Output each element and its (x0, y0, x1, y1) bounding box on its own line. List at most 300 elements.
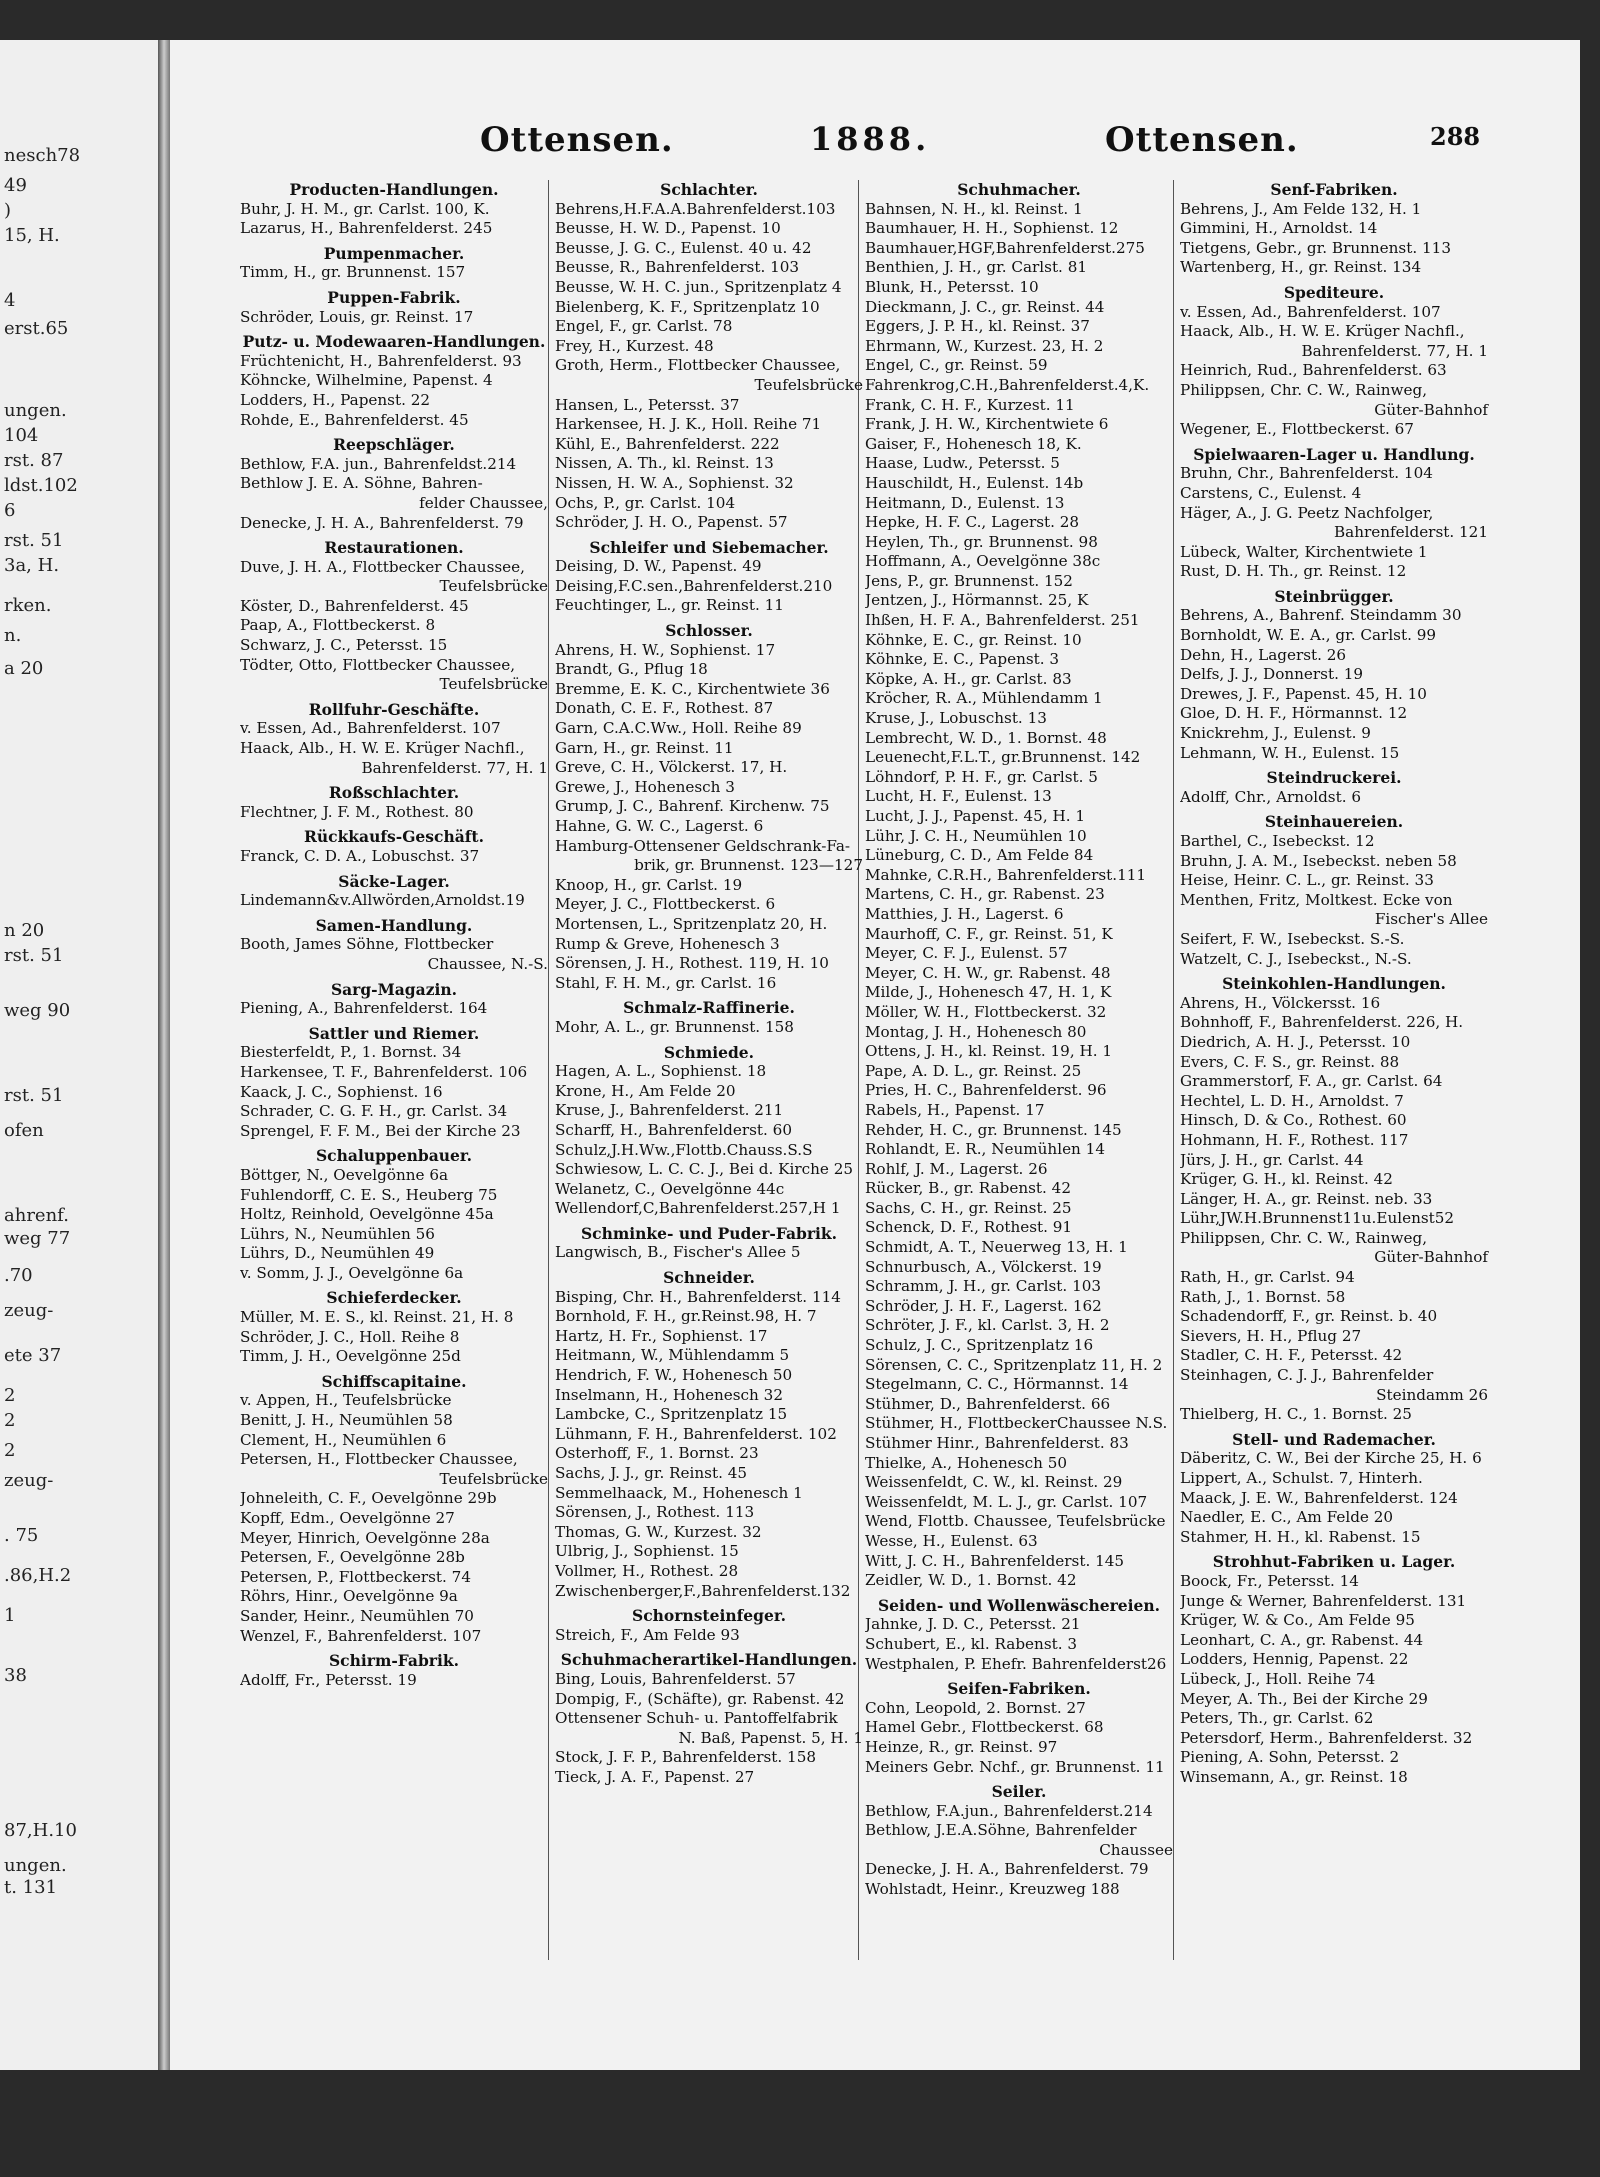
directory-entry: Lembrecht, W. D., 1. Bornst. 48 (865, 728, 1107, 747)
directory-entry: Inselmann, H., Hohenesch 32 (555, 1385, 783, 1404)
directory-entry: Schnurbusch, A., Völckerst. 19 (865, 1257, 1102, 1276)
directory-entry: Behrens, J., Am Felde 132, H. 1 (1180, 199, 1422, 218)
directory-entry: Ahrens, H., Völckersst. 16 (1180, 993, 1381, 1012)
directory-entry: Heise, Heinr. C. L., gr. Reinst. 33 (1180, 871, 1434, 890)
header-year: 1888. (810, 120, 931, 158)
left-page-fragment: zeug- (4, 1470, 54, 1491)
directory-entry: Gimmini, H., Arnoldst. 14 (1180, 219, 1378, 238)
directory-entry: Hansen, L., Petersst. 37 (555, 395, 740, 414)
directory-entry: Lührs, D., Neumühlen 49 (240, 1244, 435, 1263)
directory-entry: Lüneburg, C. D., Am Felde 84 (865, 846, 1094, 865)
directory-entry: Piening, A., Bahrenfelderst. 164 (240, 999, 488, 1018)
left-page-fragment: 2 (4, 1385, 16, 1406)
directory-entry: Beusse, J. G. C., Eulenst. 40 u. 42 (555, 238, 812, 257)
left-page-fragment: 2 (4, 1410, 16, 1431)
directory-entry: Petersen, H., Flottbecker Chaussee, (240, 1450, 518, 1469)
left-page-fragment: nesch78 (4, 145, 81, 166)
section-heading: Schirm-Fabrik. (328, 1651, 460, 1671)
directory-entry: v. Essen, Ad., Bahrenfelderst. 107 (1180, 302, 1441, 321)
section-heading: Spielwaaren-Lager u. Handlung. (1193, 444, 1475, 464)
directory-entry: Schmidt, A. T., Neuerweg 13, H. 1 (865, 1238, 1128, 1257)
directory-entry: Steinhagen, C. J. J., Bahrenfelder (1180, 1366, 1434, 1385)
directory-entry: Cohn, Leopold, 2. Bornst. 27 (865, 1698, 1086, 1717)
directory-entry: Naedler, E. C., Am Felde 20 (1180, 1508, 1394, 1527)
section-heading: Schlachter. (660, 180, 758, 199)
directory-entry: Jürs, J. H., gr. Carlst. 44 (1180, 1150, 1364, 1169)
directory-entry: Dehn, H., Lagerst. 26 (1180, 645, 1347, 664)
directory-entry: Früchtenicht, H., Bahrenfelderst. 93 (240, 351, 522, 370)
section-heading: Steindruckerei. (1266, 768, 1402, 788)
directory-entry: Rabels, H., Papenst. 17 (865, 1100, 1045, 1119)
directory-entry: Schubert, E., kl. Rabenst. 3 (865, 1634, 1078, 1653)
directory-entry: Groth, Herm., Flottbecker Chaussee, (555, 356, 841, 375)
entry-continuation: Bahrenfelderst. 77, H. 1 (361, 758, 548, 777)
section-heading: Roßschlachter. (328, 783, 460, 803)
directory-entry: Watzelt, C. J., Isebeckst., N.-S. (1180, 949, 1412, 968)
directory-entry: Röhrs, Hinr., Oevelgönne 9a (240, 1587, 458, 1606)
directory-entry: Timm, J. H., Oevelgönne 25d (240, 1347, 461, 1366)
directory-entry: Behrens, A., Bahrenf. Steindamm 30 (1180, 606, 1462, 625)
directory-entry: Köhnke, E. C., gr. Reinst. 10 (865, 630, 1082, 649)
section-heading: Steinkohlen-Handlungen. (1222, 974, 1446, 994)
directory-entry: Rust, D. H. Th., gr. Reinst. 12 (1180, 562, 1407, 581)
directory-entry: Haack, Alb., H. W. E. Krüger Nachfl., (240, 739, 525, 758)
left-page-fragment: ete 37 (4, 1345, 62, 1366)
directory-entry: Bielenberg, K. F., Spritzenplatz 10 (555, 297, 820, 316)
directory-entry: Langwisch, B., Fischer's Allee 5 (555, 1243, 801, 1262)
directory-entry: Heitmann, W., Mühlendamm 5 (555, 1346, 790, 1365)
directory-entry: Gloe, D. H. F., Hörmannst. 12 (1180, 704, 1408, 723)
left-page-fragment: 1 (4, 1605, 16, 1626)
directory-entry: Heinrich, Rud., Bahrenfelderst. 63 (1180, 361, 1447, 380)
directory-entry: Rump & Greve, Hohenesch 3 (555, 934, 780, 953)
section-heading: Putz- u. Modewaaren-Handlungen. (242, 332, 546, 352)
left-page-fragment: erst.65 (4, 318, 69, 339)
left-page-fragment: 15, H. (4, 225, 60, 246)
directory-entry: Tödter, Otto, Flottbecker Chaussee, (240, 655, 516, 674)
directory-entry: Sörensen, J. H., Rothest. 119, H. 10 (555, 954, 829, 973)
directory-entry: Westphalen, P. Ehefr. Bahrenfelderst26 (865, 1654, 1167, 1673)
entry-continuation: brik, gr. Brunnenst. 123—127 (634, 856, 863, 875)
directory-entry: Wegener, E., Flottbeckerst. 67 (1180, 420, 1414, 439)
directory-entry: Sachs, J. J., gr. Reinst. 45 (555, 1464, 748, 1482)
page-header (170, 120, 1580, 166)
left-page-fragment: ) (4, 200, 12, 221)
left-page-fragment: ungen. (4, 400, 67, 421)
directory-entry: Dompig, F., (Schäfte), gr. Rabenst. 42 (555, 1689, 845, 1708)
directory-entry: Lübeck, Walter, Kirchentwiete 1 (1180, 542, 1428, 561)
directory-entry: Piening, A. Sohn, Petersst. 2 (1180, 1748, 1400, 1767)
entry-continuation: Chaussee (1099, 1840, 1173, 1859)
directory-entry: Wend, Flottb. Chaussee, Teufelsbrücke (865, 1512, 1166, 1531)
directory-entry: Schrader, C. G. F. H., gr. Carlst. 34 (240, 1102, 508, 1121)
left-page-fragment: .86,H.2 (4, 1565, 72, 1586)
section-heading: Schleifer und Siebemacher. (589, 537, 829, 557)
directory-entry: Bethlow J. E. A. Söhne, Bahren- (240, 474, 483, 493)
directory-column-3 (865, 180, 1173, 1900)
directory-entry: Biesterfeldt, P., 1. Bornst. 34 (240, 1043, 462, 1062)
directory-entry: Baumhauer,HGF,Bahrenfelderst.275 (865, 238, 1145, 257)
header-town-right: Ottensen. (1105, 120, 1299, 160)
directory-entry: Tietgens, Gebr., gr. Brunnenst. 113 (1180, 238, 1451, 257)
entry-continuation: Bahrenfelderst. 121 (1333, 523, 1488, 542)
directory-entry: Meyer, A. Th., Bei der Kirche 29 (1180, 1689, 1428, 1708)
directory-entry: Haase, Ludw., Petersst. 5 (865, 454, 1060, 473)
section-heading: Schieferdecker. (326, 1288, 462, 1308)
directory-entry: Lühmann, F. H., Bahrenfelderst. 102 (555, 1424, 837, 1443)
section-heading: Seifen-Fabriken. (947, 1679, 1091, 1699)
directory-entry: Petersen, P., Flottbeckerst. 74 (240, 1567, 472, 1586)
directory-entry: Ehrmann, W., Kurzest. 23, H. 2 (865, 336, 1104, 355)
directory-entry: Heinze, R., gr. Reinst. 97 (865, 1737, 1058, 1756)
page-number: 288 (1430, 122, 1481, 151)
directory-entry: Rath, J., 1. Bornst. 58 (1180, 1287, 1346, 1306)
section-heading: Schaluppenbauer. (315, 1146, 473, 1166)
directory-entry: Jens, P., gr. Brunnenst. 152 (865, 571, 1073, 590)
directory-entry: Mohr, A. L., gr. Brunnenst. 158 (555, 1017, 794, 1036)
directory-entry: Bremme, E. K. C., Kirchentwiete 36 (555, 679, 830, 698)
directory-entry: Flechtner, J. F. M., Rothest. 80 (240, 802, 474, 821)
left-page-fragment: rst. 87 (4, 450, 64, 471)
directory-entry: Seifert, F. W., Isebeckst. S.-S. (1180, 929, 1405, 948)
directory-entry: Junge & Werner, Bahrenfelderst. 131 (1180, 1591, 1467, 1610)
directory-entry: Knickrehm, J., Eulenst. 9 (1180, 724, 1371, 743)
directory-entry: Pape, A. D. L., gr. Reinst. 25 (865, 1061, 1082, 1080)
directory-entry: Peters, Th., gr. Carlst. 62 (1180, 1709, 1374, 1728)
directory-entry: Hendrich, F. W., Hohenesch 50 (555, 1366, 793, 1385)
entry-continuation: Teufelsbrücke (754, 375, 863, 394)
directory-entry: Schröder, Louis, gr. Reinst. 17 (240, 307, 474, 326)
directory-entry: Thielke, A., Hohenesch 50 (865, 1453, 1068, 1472)
directory-entry: Ochs, P., gr. Carlst. 104 (555, 493, 736, 512)
section-heading: Säcke-Lager. (338, 871, 450, 891)
section-heading: Pumpenmacher. (323, 243, 465, 263)
directory-entry: Thielberg, H. C., 1. Bornst. 25 (1180, 1405, 1412, 1424)
section-heading: Stell- und Rademacher. (1232, 1429, 1436, 1449)
directory-entry: Lambcke, C., Spritzenplatz 15 (555, 1405, 788, 1424)
directory-entry: Schadendorff, F., gr. Reinst. b. 40 (1180, 1307, 1438, 1326)
directory-entry: Boock, Fr., Petersst. 14 (1180, 1571, 1359, 1590)
left-page-fragment: n 20 (4, 920, 45, 941)
directory-entry: Nissen, H. W. A., Sophienst. 32 (555, 473, 794, 492)
directory-entry: Hamel Gebr., Flottbeckerst. 68 (865, 1718, 1104, 1737)
left-page-fragment: a 20 (4, 658, 44, 679)
directory-entry: Weissenfeldt, M. L. J., gr. Carlst. 107 (865, 1492, 1148, 1511)
directory-entry: Kröcher, R. A., Mühlendamm 1 (865, 689, 1103, 708)
directory-entry: Hamburg-Ottensener Geldschrank-Fa- (555, 836, 851, 855)
column-rule (548, 180, 549, 1960)
directory-entry: v. Essen, Ad., Bahrenfelderst. 107 (240, 719, 501, 738)
left-page-fragment: rken. (4, 595, 52, 616)
directory-entry: Bahnsen, N. H., kl. Reinst. 1 (865, 199, 1083, 218)
directory-entry: Paap, A., Flottbeckerst. 8 (240, 616, 436, 635)
section-heading: Strohhut-Fabriken u. Lager. (1212, 1552, 1456, 1572)
directory-entry: Wartenberg, H., gr. Reinst. 134 (1180, 258, 1422, 277)
directory-entry: Frank, C. H. F., Kurzest. 11 (865, 395, 1075, 414)
directory-entry: Lübeck, J., Holl. Reihe 74 (1180, 1669, 1376, 1688)
directory-entry: Eggers, J. P. H., kl. Reinst. 37 (865, 317, 1090, 336)
directory-entry: Wenzel, F., Bahrenfelderst. 107 (240, 1626, 482, 1645)
directory-entry: Lührs, N., Neumühlen 56 (240, 1224, 435, 1243)
directory-entry: Timm, H., gr. Brunnenst. 157 (240, 263, 466, 282)
directory-entry: Heitmann, D., Eulenst. 13 (865, 493, 1065, 512)
directory-entry: Beusse, W. H. C. jun., Spritzenplatz 4 (555, 277, 842, 296)
section-heading: Seiden- und Wollenwäschereien. (877, 1595, 1161, 1615)
directory-entry: Ihßen, H. F. A., Bahrenfelderst. 251 (865, 611, 1140, 630)
directory-entry: Köster, D., Bahrenfelderst. 45 (240, 596, 469, 615)
directory-entry: Semmelhaack, M., Hohenesch 1 (555, 1483, 803, 1502)
left-page-fragment: ungen. (4, 1855, 67, 1876)
left-page-fragment: rst. 51 (4, 945, 64, 966)
directory-entry: Lühr,JW.H.Brunnenst11u.Eulenst52 (1180, 1209, 1455, 1228)
directory-entry: Schwiesow, L. C. C. J., Bei d. Kirche 25 (555, 1160, 854, 1179)
directory-entry: Hechtel, L. D. H., Arnoldst. 7 (1180, 1091, 1404, 1110)
directory-entry: Stadler, C. H. F., Petersst. 42 (1180, 1346, 1403, 1365)
column-rule (1173, 180, 1174, 1960)
directory-column-1 (240, 180, 548, 1690)
left-page-fragment: rst. 51 (4, 530, 64, 551)
left-page-fragment: 38 (4, 1665, 27, 1686)
directory-entry: Dieckmann, J. C., gr. Reinst. 44 (865, 297, 1105, 316)
directory-entry: Adolff, Chr., Arnoldst. 6 (1180, 787, 1362, 806)
directory-entry: Sprengel, F. F. M., Bei der Kirche 23 (240, 1121, 521, 1140)
directory-entry: Nissen, A. Th., kl. Reinst. 13 (555, 454, 774, 473)
directory-entry: Hartz, H. Fr., Sophienst. 17 (555, 1326, 768, 1345)
directory-entry: Schwarz, J. C., Petersst. 15 (240, 636, 448, 655)
left-page-fragment: 3a, H. (4, 555, 60, 576)
directory-entry: Stock, J. F. P., Bahrenfelderst. 158 (555, 1748, 817, 1767)
left-page-fragment: 2 (4, 1440, 16, 1461)
directory-entry: Leonhart, C. A., gr. Rabenst. 44 (1180, 1630, 1424, 1649)
directory-entry: Meyer, C. F. J., Eulenst. 57 (865, 944, 1068, 963)
directory-entry: Frey, H., Kurzest. 48 (555, 336, 714, 355)
directory-entry: Stühmer Hinr., Bahrenfelderst. 83 (865, 1434, 1129, 1452)
entry-continuation: Teufelsbrücke (439, 675, 548, 694)
directory-entry: Lippert, A., Schulst. 7, Hinterh. (1180, 1469, 1423, 1487)
directory-entry: Gaiser, F., Hohenesch 18, K. (865, 434, 1082, 453)
directory-entry: Benitt, J. H., Neumühlen 58 (240, 1411, 453, 1430)
directory-entry: Sievers, H. H., Pflug 27 (1180, 1326, 1362, 1345)
directory-entry: Rohlf, J. M., Lagerst. 26 (865, 1159, 1048, 1178)
directory-entry: Carstens, C., Eulenst. 4 (1180, 483, 1362, 502)
directory-entry: Ulbrig, J., Sophienst. 15 (555, 1542, 739, 1561)
section-heading: Schlosser. (665, 621, 753, 641)
directory-entry: Stühmer, H., FlottbeckerChaussee N.S. (865, 1414, 1168, 1433)
directory-entry: Bethlow, F.A.jun., Bahrenfelderst.214 (865, 1801, 1153, 1820)
directory-entry: Philippsen, Chr. C. W., Rainweg, (1180, 380, 1428, 399)
directory-entry: Löhndorf, P. H. F., gr. Carlst. 5 (865, 767, 1098, 786)
left-page-fragment: .70 (4, 1265, 33, 1286)
directory-entry: Heylen, Th., gr. Brunnenst. 98 (865, 532, 1098, 551)
directory-entry: Weissenfeldt, C. W., kl. Reinst. 29 (865, 1473, 1123, 1492)
directory-entry: Vollmer, H., Rothest. 28 (555, 1561, 739, 1580)
directory-entry: Kruse, J., Bahrenfelderst. 211 (555, 1101, 784, 1120)
directory-entry: Däberitz, C. W., Bei der Kirche 25, H. 6 (1180, 1449, 1482, 1468)
directory-entry: Lucht, J. J., Papenst. 45, H. 1 (865, 807, 1086, 825)
directory-entry: Böttger, N., Oevelgönne 6a (240, 1165, 449, 1184)
directory-entry: Wesse, H., Eulenst. 63 (865, 1531, 1038, 1550)
directory-entry: Bornholdt, W. E. A., gr. Carlst. 99 (1180, 626, 1437, 645)
entry-continuation: Steindamm 26 (1376, 1385, 1488, 1404)
book-spine (158, 40, 170, 2070)
directory-entry: Bohnhoff, F., Bahrenfelderst. 226, H. (1180, 1013, 1464, 1032)
directory-entry: Pries, H. C., Bahrenfelderst. 96 (865, 1081, 1107, 1100)
directory-entry: Streich, F., Am Felde 93 (555, 1625, 740, 1644)
left-page-fragment: ofen (4, 1120, 44, 1141)
directory-entry: Ottens, J. H., kl. Reinst. 19, H. 1 (865, 1042, 1113, 1061)
directory-entry: Booth, James Söhne, Flottbecker (240, 935, 494, 954)
section-heading: Spediteure. (1283, 282, 1385, 302)
directory-entry: Tieck, J. A. F., Papenst. 27 (555, 1767, 755, 1786)
section-heading: Samen-Handlung. (315, 915, 473, 935)
left-page-fragment: t. 131 (4, 1877, 58, 1898)
directory-entry: Blunk, H., Petersst. 10 (865, 277, 1039, 296)
left-page-fragment: weg 90 (4, 1000, 71, 1021)
directory-entry: Garn, C.A.C.Ww., Holl. Reihe 89 (555, 719, 802, 738)
left-page-fragment: 6 (4, 500, 16, 521)
section-heading: Producten-Handlungen. (289, 180, 499, 199)
left-page-fragment: 104 (4, 425, 39, 446)
section-heading: Restaurationen. (324, 538, 464, 558)
section-heading: Schmalz-Raffinerie. (623, 998, 795, 1018)
directory-entry: Denecke, J. H. A., Bahrenfelderst. 79 (240, 513, 524, 532)
directory-entry: Johneleith, C. F., Oevelgönne 29b (240, 1489, 497, 1508)
directory-entry: Fuhlendorff, C. E. S., Heuberg 75 (240, 1185, 498, 1204)
entry-continuation: Chaussee, N.-S. (427, 954, 548, 973)
section-heading: Schminke- und Puder-Fabrik. (580, 1223, 838, 1243)
directory-entry: Wellendorf,C,Bahrenfelderst.257,H 1 (555, 1199, 841, 1218)
section-heading: Schuhmacherartikel-Handlungen. (560, 1650, 858, 1670)
directory-entry: Rohde, E., Bahrenfelderst. 45 (240, 410, 469, 429)
directory-entry: Lindemann&v.Allwörden,Arnoldst.19 (240, 891, 525, 910)
left-page-fragment: 87,H.10 (4, 1820, 77, 1841)
directory-entry: Bethlow, F.A. jun., Bahrenfeldst.214 (240, 454, 517, 473)
directory-entry: Mahnke, C.R.H., Bahrenfelderst.111 (865, 865, 1147, 884)
directory-entry: Hoffmann, A., Oevelgönne 38c (865, 552, 1101, 571)
directory-entry: Baumhauer, H. H., Sophienst. 12 (865, 219, 1119, 238)
directory-entry: Martens, C. H., gr. Rabenst. 23 (865, 885, 1105, 904)
directory-entry: Bornhold, F. H., gr.Reinst.98, H. 7 (555, 1307, 817, 1326)
section-heading: Seiler. (991, 1782, 1047, 1802)
directory-entry: Deising,F.C.sen.,Bahrenfelderst.210 (555, 576, 833, 595)
directory-entry: Lucht, H. F., Eulenst. 13 (865, 787, 1052, 806)
directory-entry: Donath, C. E. F., Rothest. 87 (555, 699, 774, 718)
directory-entry: Menthen, Fritz, Moltkest. Ecke von (1180, 890, 1453, 909)
directory-entry: Schröder, J. H. F., Lagerst. 162 (865, 1296, 1102, 1315)
directory-entry: Maurhoff, C. F., gr. Reinst. 51, K (865, 924, 1113, 943)
directory-entry: Evers, C. F. S., gr. Reinst. 88 (1180, 1052, 1400, 1071)
directory-entry: Rath, H., gr. Carlst. 94 (1180, 1268, 1355, 1287)
directory-entry: v. Appen, H., Teufelsbrücke (240, 1391, 452, 1410)
entry-continuation: Bahrenfelderst. 77, H. 1 (1301, 341, 1488, 360)
section-heading: Schmiede. (663, 1042, 755, 1062)
left-page-fragment: n. (4, 625, 22, 646)
entry-continuation: Teufelsbrücke (439, 1469, 548, 1488)
directory-entry: Mortensen, L., Spritzenplatz 20, H. (555, 914, 828, 933)
section-heading: Schuhmacher. (957, 180, 1081, 199)
directory-entry: Maack, J. E. W., Bahrenfelderst. 124 (1180, 1488, 1458, 1507)
entry-continuation: Güter-Bahnhof (1374, 400, 1488, 419)
directory-entry: Bisping, Chr. H., Bahrenfelderst. 114 (555, 1287, 841, 1306)
directory-entry: Rehder, H. C., gr. Brunnenst. 145 (865, 1120, 1122, 1139)
directory-entry: Köhncke, Wilhelmine, Papenst. 4 (240, 371, 493, 390)
directory-entry: Knoop, H., gr. Carlst. 19 (555, 875, 743, 894)
directory-entry: Montag, J. H., Hohenesch 80 (865, 1022, 1087, 1041)
directory-entry: Diedrich, A. H. J., Petersst. 10 (1180, 1032, 1411, 1051)
left-page-fragment: 4 (4, 290, 16, 311)
directory-entry: Meyer, J. C., Flottbeckerst. 6 (555, 895, 776, 914)
entry-continuation: Teufelsbrücke (439, 577, 548, 596)
section-heading: Sattler und Riemer. (308, 1023, 480, 1043)
directory-entry: Krüger, G. H., kl. Reinst. 42 (1180, 1170, 1393, 1189)
section-heading: Rückkaufs-Geschäft. (303, 827, 484, 847)
directory-entry: Engel, C., gr. Reinst. 59 (865, 356, 1048, 375)
directory-entry: Brandt, G., Pflug 18 (555, 660, 708, 679)
directory-entry: Wohlstadt, Heinr., Kreuzweg 188 (865, 1880, 1120, 1899)
left-page-fragment: rst. 51 (4, 1085, 64, 1106)
directory-entry: Leuenecht,F.L.T., gr.Brunnenst. 142 (865, 748, 1141, 767)
directory-entry: Hauschildt, H., Eulenst. 14b (865, 473, 1084, 492)
directory-entry: Müller, M. E. S., kl. Reinst. 21, H. 8 (240, 1308, 514, 1327)
section-heading: Schornsteinfeger. (632, 1606, 786, 1626)
directory-entry: Kopff, Edm., Oevelgönne 27 (240, 1509, 455, 1527)
header-town-left: Ottensen. (480, 120, 674, 160)
directory-entry: Lazarus, H., Bahrenfelderst. 245 (240, 219, 493, 238)
directory-entry: Scharff, H., Bahrenfelderst. 60 (555, 1120, 792, 1139)
directory-entry: Bruhn, Chr., Bahrenfelderst. 104 (1180, 464, 1433, 483)
directory-entry: Kaack, J. C., Sophienst. 16 (240, 1082, 443, 1101)
directory-entry: Stühmer, D., Bahrenfelderst. 66 (865, 1394, 1111, 1413)
directory-entry: Petersdorf, Herm., Bahrenfelderst. 32 (1180, 1728, 1473, 1747)
section-heading: Steinhauereien. (1264, 812, 1404, 832)
section-heading: Puppen-Fabrik. (327, 287, 461, 307)
directory-entry: Lodders, H., Papenst. 22 (240, 390, 431, 409)
directory-entry: Deising, D. W., Papenst. 49 (555, 557, 762, 576)
directory-entry: Greve, C. H., Völckerst. 17, H. (555, 758, 788, 777)
directory-entry: Behrens,H.F.A.A.Bahrenfelderst.103 (555, 199, 836, 218)
section-heading: Schiffscapitaine. (321, 1371, 467, 1391)
section-heading: Senf-Fabriken. (1270, 180, 1398, 199)
directory-entry: Engel, F., gr. Carlst. 78 (555, 317, 733, 336)
directory-entry: Zwischenberger,F.,Bahrenfelderst.132 (555, 1581, 851, 1600)
left-page-edge (0, 40, 161, 2070)
directory-entry: Franck, C. D. A., Lobuschst. 37 (240, 847, 480, 865)
section-heading: Sarg-Magazin. (330, 979, 458, 999)
directory-entry: Feuchtinger, L., gr. Reinst. 11 (555, 596, 784, 615)
directory-entry: Drewes, J. F., Papenst. 45, H. 10 (1180, 684, 1427, 703)
directory-entry: Schramm, J. H., gr. Carlst. 103 (865, 1277, 1102, 1296)
directory-entry: Denecke, J. H. A., Bahrenfelderst. 79 (865, 1860, 1149, 1879)
directory-column-4 (1180, 180, 1488, 1788)
left-page-fragment: zeug- (4, 1300, 54, 1321)
directory-entry: Stegelmann, C. C., Hörmannst. 14 (865, 1375, 1129, 1394)
directory-entry: Stahl, F. H. M., gr. Carlst. 16 (555, 973, 777, 992)
left-page-fragment: ahrenf. (4, 1205, 69, 1226)
directory-entry: Grewe, J., Hohenesch 3 (555, 777, 735, 796)
directory-entry: Beusse, H. W. D., Papenst. 10 (555, 219, 781, 238)
directory-entry: Holtz, Reinhold, Oevelgönne 45a (240, 1205, 494, 1224)
directory-entry: Beusse, R., Bahrenfelderst. 103 (555, 258, 800, 277)
directory-entry: Grammerstorf, F. A., gr. Carlst. 64 (1180, 1072, 1443, 1091)
section-heading: Reepschläger. (333, 435, 455, 455)
directory-entry: Matthies, J. H., Lagerst. 6 (865, 904, 1064, 923)
directory-entry: Lehmann, W. H., Eulenst. 15 (1180, 743, 1400, 762)
directory-entry: Jentzen, J., Hörmannst. 25, K (865, 591, 1089, 610)
directory-entry: Hohmann, H. F., Rothest. 117 (1180, 1130, 1409, 1149)
directory-entry: Clement, H., Neumühlen 6 (240, 1430, 447, 1449)
directory-entry: Bruhn, J. A. M., Isebeckst. neben 58 (1180, 851, 1457, 870)
directory-entry: Adolff, Fr., Petersst. 19 (240, 1670, 417, 1689)
